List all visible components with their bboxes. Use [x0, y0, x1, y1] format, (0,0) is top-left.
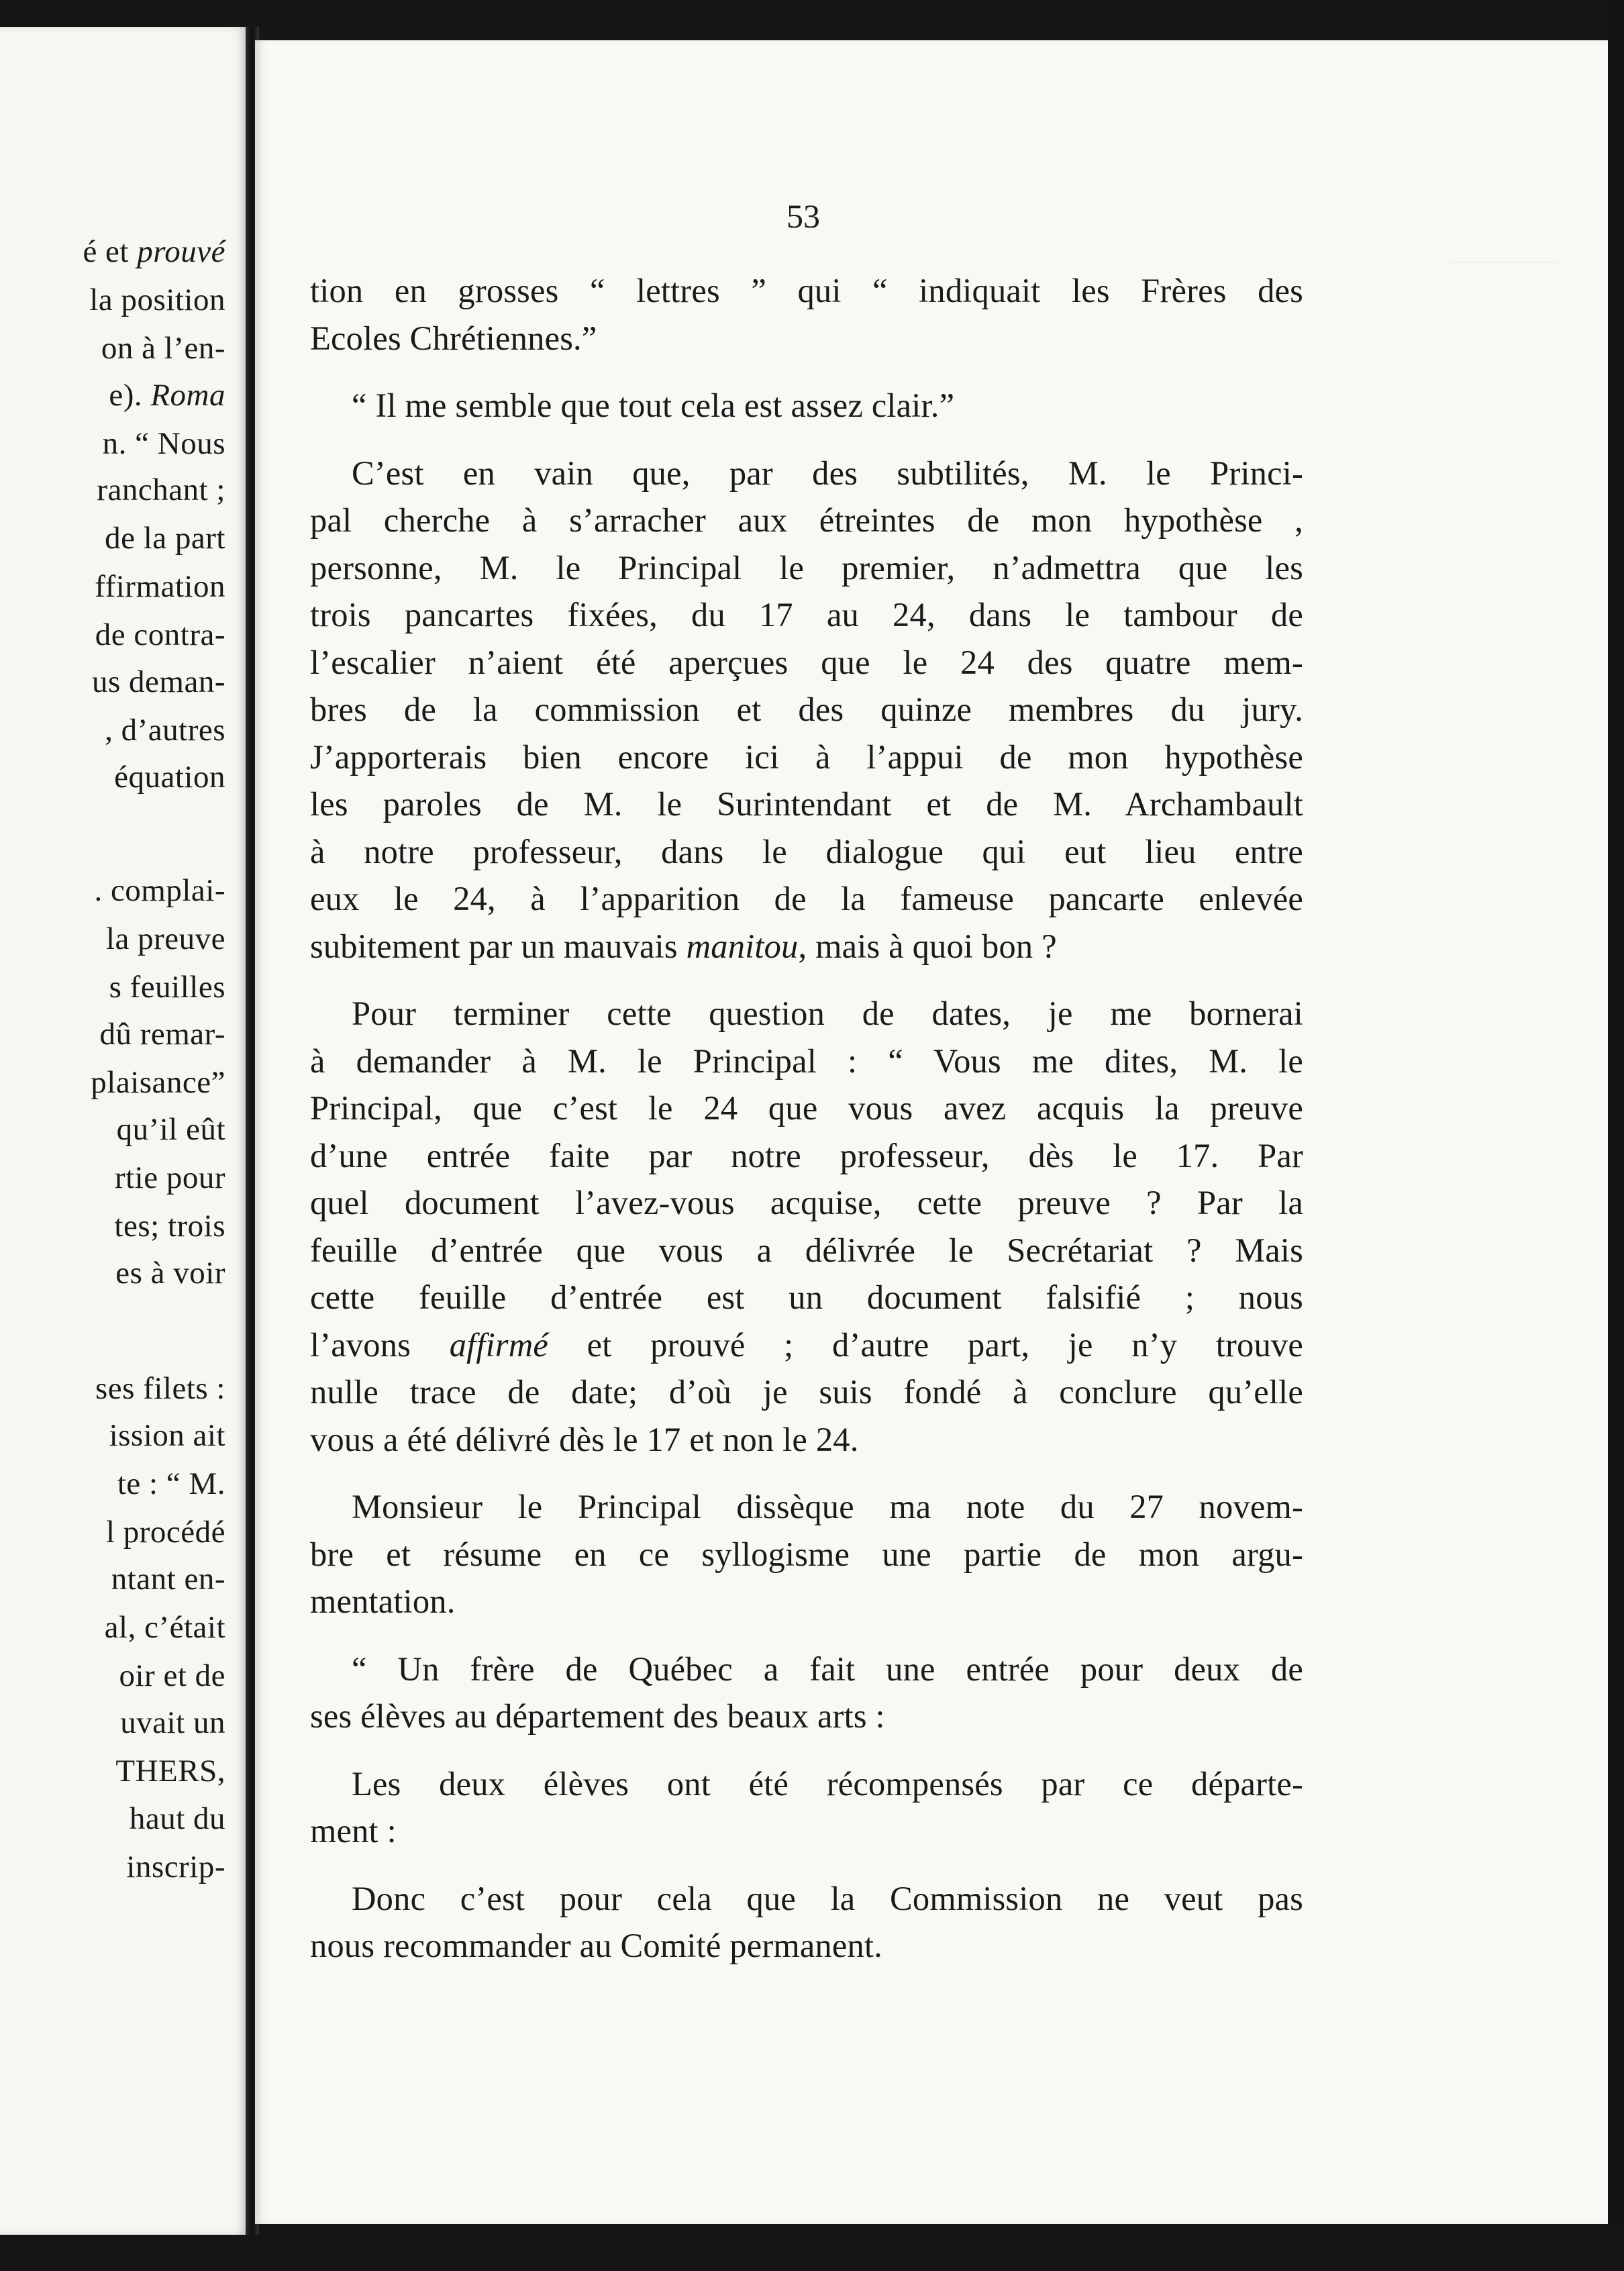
text-segment: n. “ Nous	[102, 426, 225, 461]
text-segment: C’est en vain que, par des subtilités, M. le Princi-	[352, 454, 1303, 492]
text-line	[310, 1132, 1303, 1180]
previous-page-line	[103, 423, 225, 464]
text-segment: Principal, que c’est le 24 que vous avez acquis la preuve	[310, 1089, 1303, 1127]
text-segment: pal cherche à s’arracher aux étreintes de mon hypothèse ,	[310, 501, 1303, 539]
previous-page-line	[92, 662, 225, 702]
previous-page-line	[115, 1751, 225, 1791]
text-segment: J’apporterais bien encore ici à l’appui de mon hypothèse	[310, 738, 1303, 776]
previous-page-line	[105, 518, 225, 558]
text-segment: nulle trace de date; d’où je suis fondé à conclure qu’elle	[310, 1373, 1303, 1411]
previous-page-line	[109, 1415, 225, 1456]
text-segment: Monsieur le Principal dissèque ma note du 27 novem-	[352, 1488, 1303, 1525]
previous-page-line	[115, 1253, 225, 1293]
paragraph-gap	[310, 430, 1303, 450]
previous-page-line	[105, 1607, 225, 1648]
text-line	[310, 591, 1303, 639]
text-segment: subitement par un mauvais	[310, 927, 687, 965]
text-segment: ment :	[310, 1812, 397, 1850]
text-segment: ses filets :	[95, 1371, 225, 1406]
text-line	[310, 497, 1303, 544]
page-number: 53	[786, 197, 820, 235]
text-line	[310, 1227, 1303, 1274]
previous-page-line	[111, 1559, 225, 1599]
text-segment: nous recommander au Comité permanent.	[310, 1927, 883, 1964]
text-segment: l’avons	[310, 1325, 450, 1364]
text-segment: Donc c’est pour cela que la Commission ne veut pas	[352, 1879, 1303, 1917]
text-line	[310, 382, 1303, 430]
text-segment: THERS,	[115, 1754, 225, 1788]
text-segment: l procédé	[105, 1515, 225, 1550]
previous-page-line	[105, 710, 225, 750]
text-segment: bre et résume en ce syllogisme une partie de mon argu-	[310, 1535, 1303, 1573]
text-segment: . complai-	[94, 873, 225, 908]
text-segment: l’escalier n’aient été aperçues que le 24 des quatre mem-	[310, 643, 1303, 681]
text-line	[310, 1321, 1303, 1369]
text-segment: bres de la commission et des quinze membres du jury.	[310, 691, 1303, 728]
text-segment: personne, M. le Principal le premier, n’admettra que les	[310, 548, 1303, 587]
text-segment: Ecoles Chrétiennes.”	[310, 319, 597, 357]
text-line	[310, 1274, 1303, 1321]
text-segment: tes; trois	[114, 1209, 225, 1244]
previous-page-line	[99, 1014, 225, 1054]
previous-page-line	[115, 1158, 225, 1198]
text-line	[310, 780, 1303, 828]
previous-page-line	[114, 757, 225, 797]
text-segment: qu’il eût	[116, 1112, 225, 1147]
text-line	[310, 1531, 1303, 1578]
text-segment: ses élèves au département des beaux arts :	[310, 1697, 885, 1735]
text-line	[310, 639, 1303, 687]
text-line	[310, 875, 1303, 923]
text-line	[310, 1483, 1303, 1531]
previous-page-line	[101, 328, 225, 368]
text-segment: à demander à M. le Principal : “ Vous me dites, M. le	[310, 1042, 1303, 1080]
paragraph-gap	[310, 362, 1303, 382]
text-segment: s feuilles	[109, 970, 225, 1005]
previous-page-line	[117, 1109, 225, 1150]
text-segment: à notre professeur, dans le dialogue qui eut lieu entre	[310, 832, 1303, 870]
text-line	[310, 267, 1303, 315]
text-line	[310, 1416, 1303, 1464]
previous-page-line	[94, 870, 225, 911]
text-line	[310, 828, 1303, 876]
text-segment: uvait un	[120, 1705, 225, 1740]
previous-page-line	[91, 1062, 225, 1103]
text-segment: cette feuille d’entrée est un document falsifié ; nous	[310, 1278, 1303, 1316]
text-segment: les paroles de M. le Surintendant et de M. Archambault	[310, 785, 1303, 823]
paragraph-gap	[310, 1740, 1303, 1760]
previous-page-line	[106, 1512, 225, 1552]
previous-page-line	[126, 1847, 225, 1887]
text-segment: te : “ M.	[117, 1466, 225, 1501]
text-line	[310, 1807, 1303, 1855]
text-segment: dû remar-	[99, 1017, 225, 1052]
text-segment: , mais à quoi bon ?	[798, 927, 1057, 965]
previous-page-line	[97, 470, 225, 510]
previous-page-line	[117, 1464, 225, 1504]
text-segment: de contra-	[95, 617, 225, 652]
text-line	[310, 1922, 1303, 1970]
text-segment: tion en grosses “ lettres ” qui “ indiquait les Frères des	[310, 272, 1303, 309]
italic-text-segment: Roma	[150, 378, 225, 413]
text-line	[310, 990, 1303, 1038]
text-segment: haut du	[129, 1801, 225, 1836]
text-segment: quel document l’avez-vous acquise, cette preuve ? Par la	[310, 1184, 1303, 1221]
text-segment: la position	[89, 283, 225, 317]
italic-text-segment: affirmé	[449, 1325, 548, 1364]
text-segment: ranchant ;	[97, 472, 225, 507]
text-line	[310, 450, 1303, 497]
previous-page-line	[119, 1656, 226, 1696]
text-segment: et prouvé ; d’autre part, je n’y trouve	[548, 1325, 1303, 1364]
previous-page-line	[114, 1206, 225, 1246]
paragraph-gap	[310, 1855, 1303, 1875]
text-line	[310, 1693, 1303, 1740]
text-segment: al, c’était	[104, 1610, 225, 1645]
previous-page-line	[109, 967, 225, 1007]
text-segment: ission ait	[109, 1418, 225, 1453]
text-segment: ffirmation	[95, 569, 225, 604]
text-segment: , d’autres	[105, 713, 225, 748]
text-line	[310, 1875, 1303, 1923]
text-segment: Pour terminer cette question de dates, je me bornerai	[352, 995, 1303, 1032]
text-segment: inscrip-	[126, 1850, 225, 1884]
text-segment: vous a été délivré dès le 17 et non le 24.	[310, 1420, 859, 1458]
text-line	[310, 1368, 1303, 1416]
text-line	[310, 686, 1303, 734]
text-line	[310, 923, 1303, 970]
text-segment: de la part	[105, 521, 225, 556]
text-segment: d’une entrée faite par notre professeur, dès le 17. Par	[310, 1136, 1303, 1174]
text-line	[310, 544, 1303, 592]
text-line	[310, 734, 1303, 781]
bleed-through-mark	[1450, 208, 1557, 263]
previous-page-fragment	[0, 27, 250, 2235]
text-segment: oir et de	[119, 1658, 225, 1693]
text-segment: es à voir	[115, 1256, 225, 1291]
text-line	[310, 1760, 1303, 1808]
text-line	[310, 1179, 1303, 1227]
text-segment: Les deux élèves ont été récompensés par ce départe-	[352, 1764, 1303, 1803]
text-segment: e).	[109, 378, 151, 413]
text-segment: mentation.	[310, 1582, 456, 1620]
text-line	[310, 315, 1303, 362]
scan-border-right	[1608, 0, 1624, 2271]
text-segment: plaisance”	[91, 1065, 225, 1100]
text-segment: us deman-	[92, 664, 225, 699]
page-body-text	[310, 267, 1303, 1970]
italic-text-segment: manitou	[686, 927, 799, 965]
previous-page-line	[95, 615, 225, 655]
text-segment: on à l’en-	[101, 331, 225, 366]
text-segment: feuille d’entrée que vous a délivrée le Secrétariat ? Mais	[310, 1231, 1303, 1269]
text-segment: é et	[83, 234, 138, 269]
text-segment: “ Un frère de Québec a fait une entrée pour deux de	[352, 1650, 1303, 1688]
text-line	[310, 1646, 1303, 1693]
text-line	[310, 1578, 1303, 1625]
previous-page-line	[95, 566, 225, 607]
previous-page-line	[130, 1799, 225, 1839]
previous-page-line	[95, 1368, 225, 1409]
previous-page-line	[106, 919, 225, 959]
text-segment: “ Il me semble que tout cela est assez clair.”	[352, 387, 955, 424]
previous-page-line	[120, 1703, 225, 1743]
text-segment: rtie pour	[114, 1160, 225, 1195]
text-segment: la preuve	[105, 921, 225, 956]
text-segment: trois pancartes fixées, du 17 au 24, dans le tambour de	[310, 596, 1303, 634]
italic-text-segment: prouvé	[137, 234, 225, 269]
text-line	[310, 1084, 1303, 1132]
text-segment: eux le 24, à l’apparition de la fameuse pancarte enlevée	[310, 880, 1303, 917]
text-line	[310, 1038, 1303, 1085]
text-segment: équation	[114, 760, 225, 795]
text-segment: ntant en-	[111, 1562, 225, 1597]
previous-page-line	[109, 375, 225, 415]
paragraph-gap	[310, 1625, 1303, 1646]
previous-page-line	[83, 232, 225, 272]
paragraph-gap	[310, 1463, 1303, 1483]
previous-page-line	[89, 280, 225, 320]
paragraph-gap	[310, 970, 1303, 990]
